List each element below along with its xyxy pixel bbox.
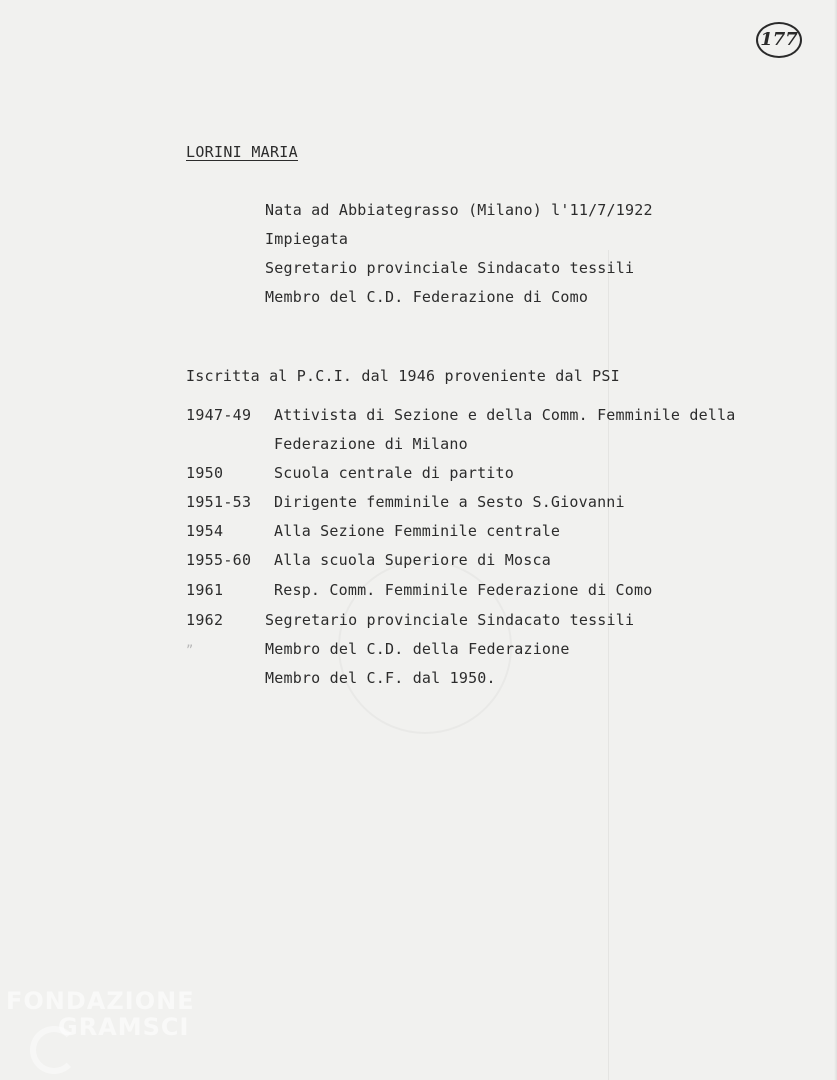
career-year: 1955-60 xyxy=(186,551,252,569)
career-text: Federazione di Milano xyxy=(274,435,468,453)
career-text: Resp. Comm. Femminile Federazione di Como xyxy=(274,581,653,599)
page-number: 177 xyxy=(756,22,802,58)
birth-line: Nata ad Abbiategrasso (Milano) l'11/7/1922 xyxy=(265,201,653,219)
career-text: Attivista di Sezione e della Comm. Femminile della xyxy=(274,406,736,424)
career-text: Scuola centrale di partito xyxy=(274,464,514,482)
career-year: 1961 xyxy=(186,581,224,599)
occupation-line: Impiegata xyxy=(265,230,349,248)
career-year: 1951-53 xyxy=(186,493,252,511)
person-name: LORINI MARIA xyxy=(186,143,298,161)
extra-line: Membro del C.F. dal 1950. xyxy=(265,669,496,687)
career-text: Alla scuola Superiore di Mosca xyxy=(274,551,551,569)
career-text: Alla Sezione Femminile centrale xyxy=(274,522,561,540)
extra-line: Membro del C.D. della Federazione xyxy=(265,640,570,658)
watermark-line2: GRAMSCI xyxy=(58,1013,190,1041)
career-text: Dirigente femminile a Sesto S.Giovanni xyxy=(274,493,625,511)
role-line: Segretario provinciale Sindacato tessili xyxy=(265,259,635,277)
committee-line: Membro del C.D. Federazione di Como xyxy=(265,288,589,306)
career-text: Segretario provinciale Sindacato tessili xyxy=(265,611,635,629)
watermark xyxy=(6,988,195,1040)
membership-line: Iscritta al P.C.I. dal 1946 proveniente dal PSI xyxy=(186,367,620,385)
career-year: 1954 xyxy=(186,522,224,540)
career-year: 1947-49 xyxy=(186,406,252,424)
ditto-mark: ” xyxy=(186,643,194,657)
career-year: 1950 xyxy=(186,464,224,482)
watermark-line1: FONDAZIONE xyxy=(6,987,195,1015)
career-year: 1962 xyxy=(186,611,224,629)
